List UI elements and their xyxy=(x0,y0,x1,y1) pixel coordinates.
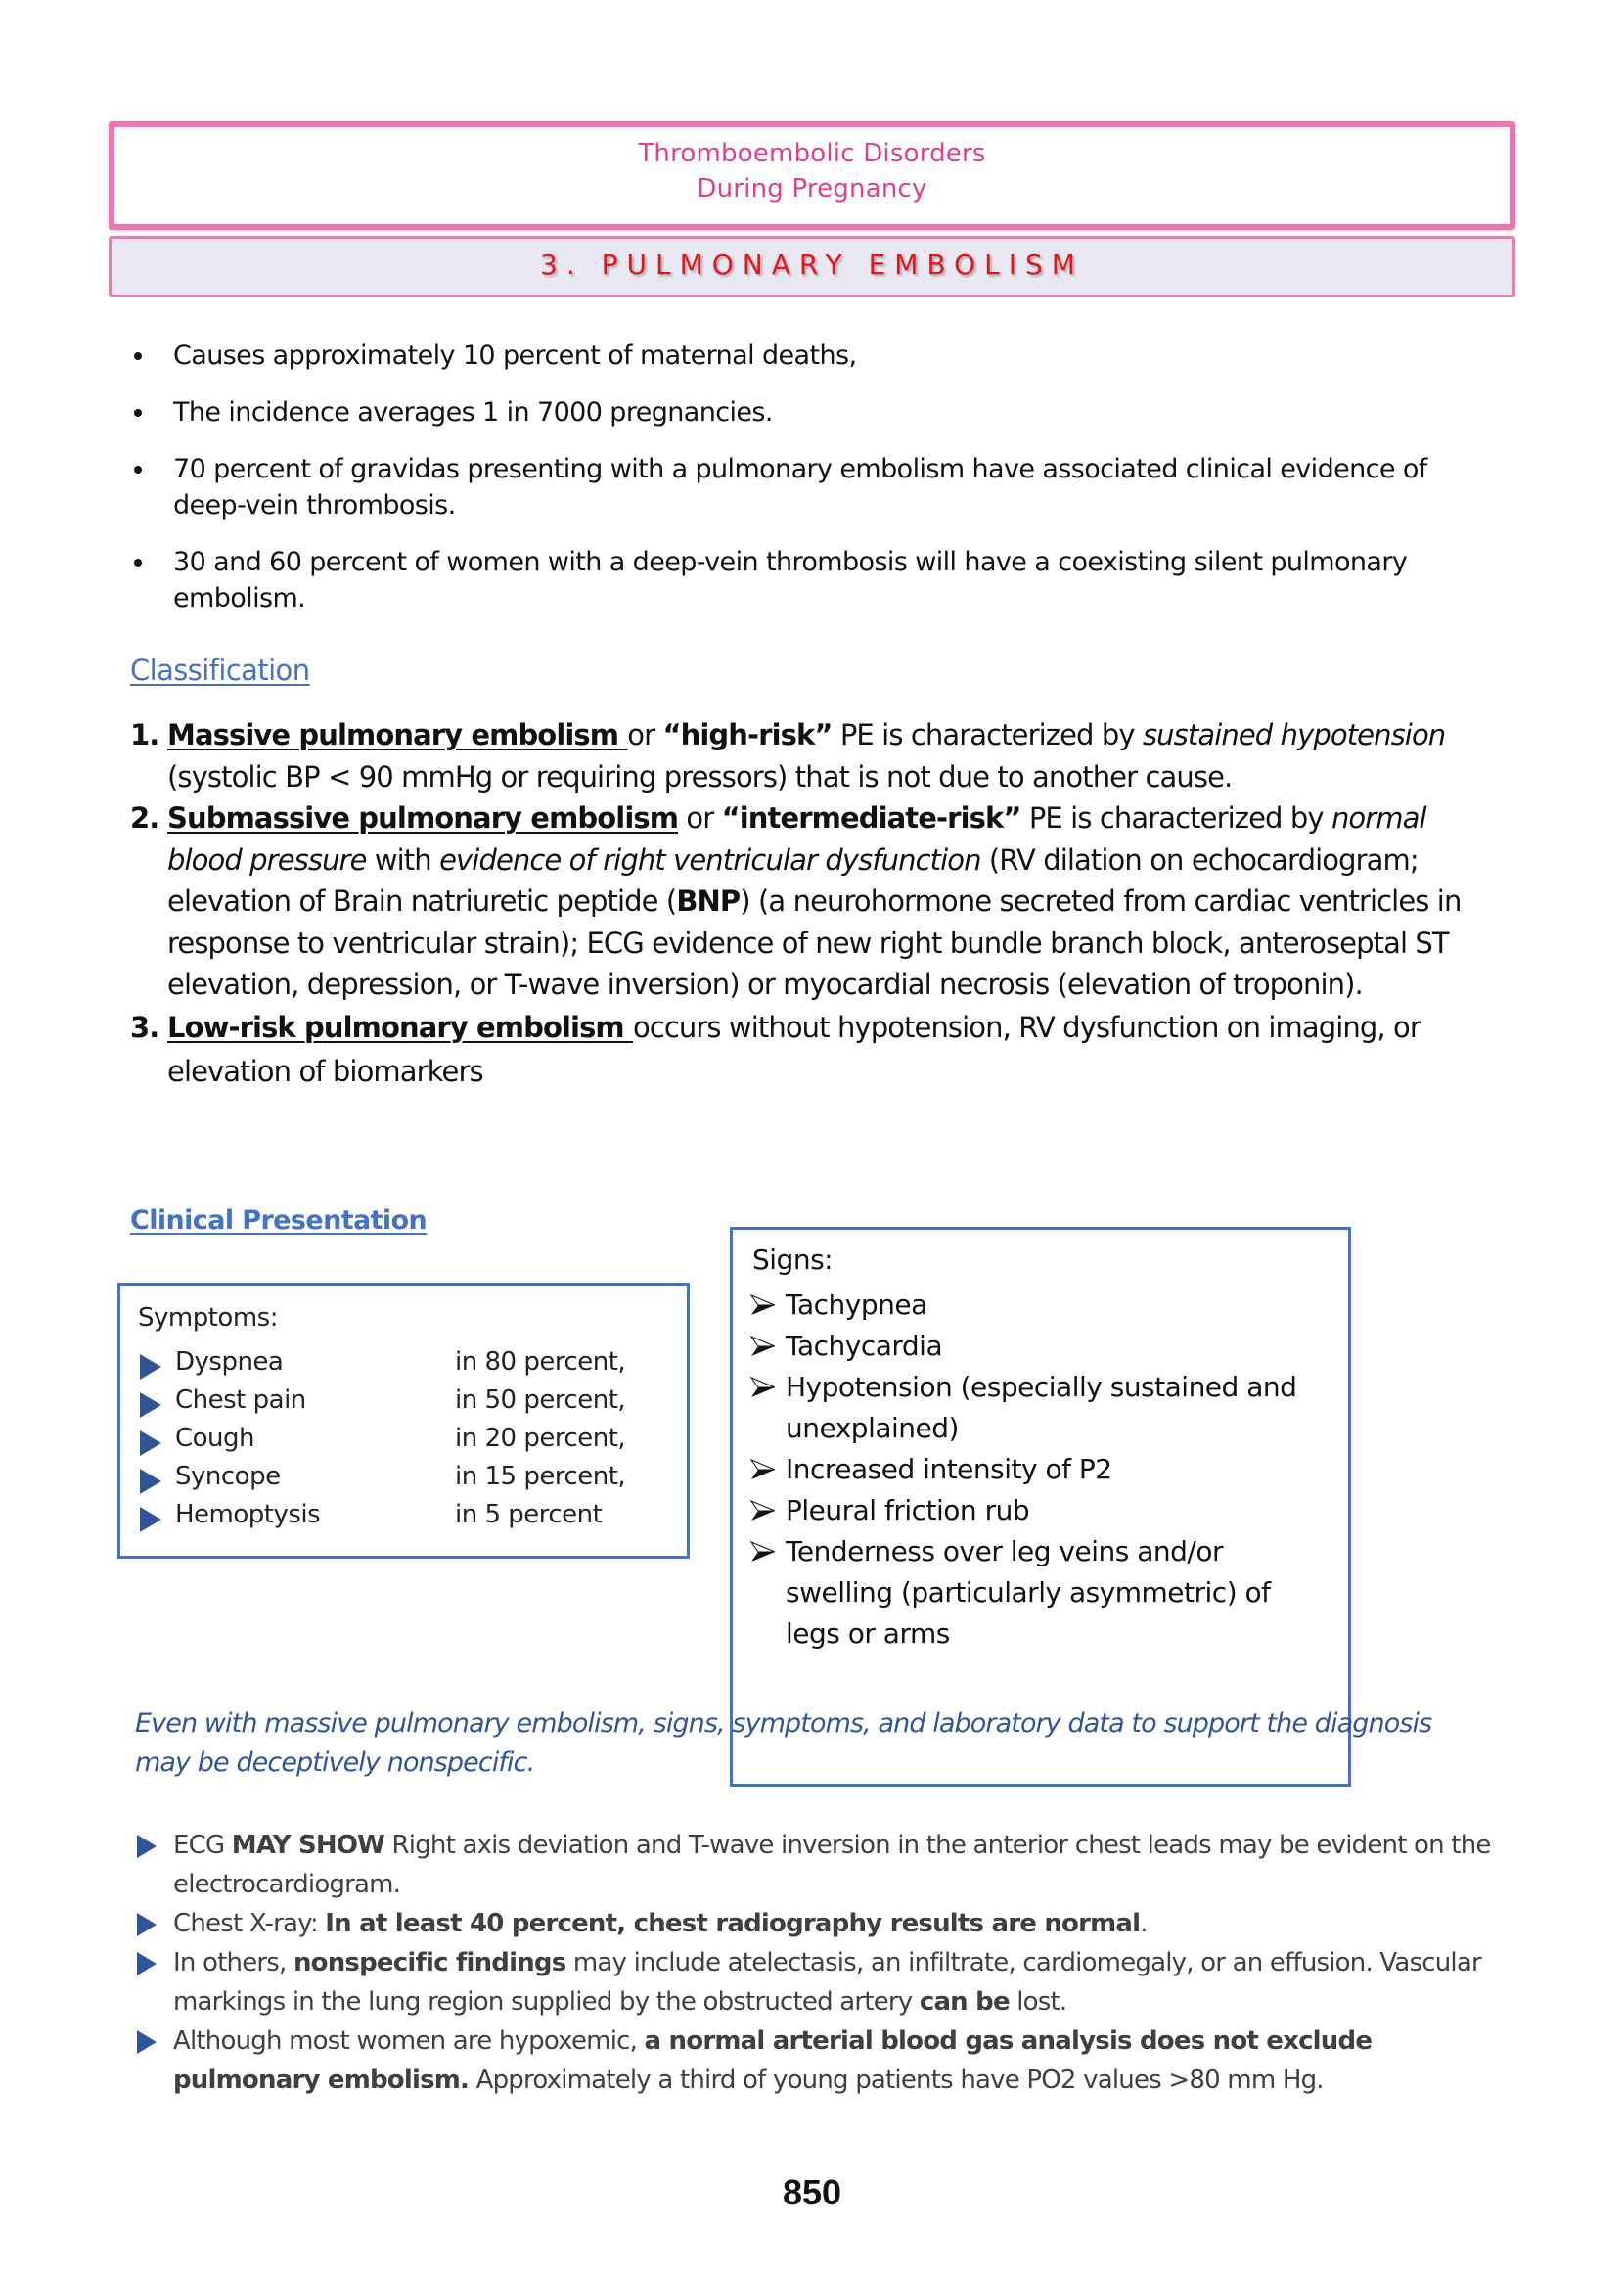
sign-text: Hypotension (especially sustained and unexplained) xyxy=(786,1371,1297,1444)
sign-text: Tenderness over leg veins and/or swelling (particularly asymmetric) of legs or arms xyxy=(786,1535,1271,1650)
symptom-name: Dyspnea xyxy=(175,1347,284,1377)
bold-text: a normal arterial blood gas analysis does not exclude pulmonary embolism. xyxy=(173,2026,1373,2095)
symptom-name: Chest pain xyxy=(175,1385,306,1415)
text: may include atelectasis, an infiltrate, cardiomegaly, or an effusion. Vascular markings in the lung region supplied by the obstructed artery xyxy=(173,1948,1481,2017)
signs-label: Signs: xyxy=(752,1244,834,1276)
symptoms-label: Symptoms: xyxy=(138,1303,278,1333)
bullet-item xyxy=(127,544,1497,616)
triangle-bullet-icon xyxy=(140,1430,161,1456)
item-number: 2. xyxy=(130,801,159,835)
bullet-dot-icon xyxy=(134,466,142,474)
sign-item xyxy=(748,1490,1326,1531)
bold-text: BNP xyxy=(676,885,741,918)
document-title-box xyxy=(109,121,1515,230)
sign-item xyxy=(748,1326,1326,1367)
classification-item-massive xyxy=(130,714,1500,797)
sign-item xyxy=(748,1285,1326,1326)
triangle-bullet-icon xyxy=(137,1952,157,1975)
arrowhead-bullet-icon xyxy=(750,1377,776,1398)
symptom-row xyxy=(140,1462,688,1501)
symptom-frequency: in 15 percent, xyxy=(455,1462,626,1491)
text: or xyxy=(678,801,722,835)
arrowhead-bullet-icon xyxy=(750,1459,776,1480)
sign-text: Pleural friction rub xyxy=(786,1494,1030,1526)
symptom-name: Hemoptysis xyxy=(175,1500,321,1529)
item-number: 3. xyxy=(130,1010,159,1044)
triangle-bullet-icon xyxy=(137,2030,157,2054)
symptom-row xyxy=(140,1347,688,1386)
bold-text: nonspecific findings xyxy=(293,1948,566,1977)
sign-text: Tachycardia xyxy=(786,1330,943,1362)
italic-text: evidence of right ventricular dysfunction xyxy=(439,842,981,877)
classification-item-submassive xyxy=(130,797,1500,1006)
text: or xyxy=(627,718,663,751)
symptom-name: Syncope xyxy=(175,1462,281,1491)
risk-alias: “intermediate-risk” xyxy=(721,801,1021,835)
signs-box xyxy=(730,1227,1351,1787)
symptom-frequency: in 50 percent, xyxy=(455,1385,626,1415)
symptom-row xyxy=(140,1424,688,1463)
sign-item xyxy=(748,1367,1326,1449)
bullet-dot-icon xyxy=(134,409,142,417)
symptom-row xyxy=(140,1385,688,1425)
item-number: 1. xyxy=(130,718,159,751)
finding-blood-gas xyxy=(137,2021,1507,2100)
finding-chest-xray xyxy=(137,1904,1507,1943)
page-number: 850 xyxy=(782,2172,842,2212)
bullet-text: deep-vein thrombosis. xyxy=(173,490,456,521)
symptom-frequency: in 5 percent xyxy=(455,1500,603,1529)
clinical-presentation-heading: Clinical Presentation xyxy=(130,1205,428,1236)
arrowhead-bullet-icon xyxy=(750,1500,776,1521)
sign-text: Tachypnea xyxy=(786,1289,927,1321)
section-title-box xyxy=(109,236,1515,297)
triangle-bullet-icon xyxy=(137,1913,157,1936)
italic-text: normal blood pressure xyxy=(167,801,1426,877)
diagnostic-note: Even with massive pulmonary embolism, signs, symptoms, and laboratory data to support the diagnosis may be deceptively nonspecific. xyxy=(135,1708,1432,1778)
classification-term: Submassive pulmonary embolism xyxy=(167,801,679,835)
text: Approximately a third of young patients have PO2 values >80 mm Hg. xyxy=(469,2066,1324,2095)
classification-term: Low-risk pulmonary embolism xyxy=(167,1010,633,1044)
bold-text: In at least 40 percent, chest radiography results are normal xyxy=(325,1909,1141,1938)
findings-list xyxy=(137,1826,1507,2100)
classification-list xyxy=(130,714,1500,1094)
text: PE is characterized by xyxy=(832,718,1143,751)
document-title-line-1: Thromboembolic Disorders xyxy=(638,139,986,168)
classification-term: Massive pulmonary embolism xyxy=(167,718,628,751)
intro-bullet-list xyxy=(127,338,1497,637)
symptom-row xyxy=(140,1500,688,1539)
classification-heading: Classification xyxy=(130,654,310,687)
text: occurs without hypotension, RV dysfunction on imaging, or elevation of biomarkers xyxy=(167,1010,1421,1088)
triangle-bullet-icon xyxy=(140,1469,161,1494)
bullet-text: The incidence averages 1 in 7000 pregnancies. xyxy=(173,397,773,428)
text: . xyxy=(1140,1909,1148,1938)
bold-text: MAY SHOW xyxy=(231,1831,385,1860)
finding-nonspecific xyxy=(137,1943,1507,2021)
symptom-name: Cough xyxy=(175,1424,255,1453)
triangle-bullet-icon xyxy=(140,1507,161,1532)
text: Although most women are hypoxemic, xyxy=(173,2026,645,2056)
text: PE is characterized by xyxy=(1020,801,1331,835)
text: ECG xyxy=(173,1831,232,1860)
triangle-bullet-icon xyxy=(137,1835,157,1858)
italic-text: sustained hypotension xyxy=(1142,718,1446,751)
section-title: 3. PULMONARY EMBOLISM xyxy=(540,249,1084,281)
bullet-text: 70 percent of gravidas presenting with a pulmonary embolism have associated clinical evidence of xyxy=(173,454,1427,484)
risk-alias: “high-risk” xyxy=(662,718,833,751)
text: ) (a neurohormone secreted from cardiac ventricles in response to ventricular strain); ECG evidence of new right bundle branch block, anteroseptal ST elevation, depression, or T-wave inversion) or myocardial necrosis (elevation of troponin). xyxy=(167,885,1462,1001)
text: Right axis deviation and T-wave inversion in the anterior chest leads may be evident on the electrocardiogram. xyxy=(173,1831,1491,1899)
bullet-item xyxy=(127,394,1497,431)
sign-item xyxy=(748,1531,1326,1655)
symptom-frequency: in 80 percent, xyxy=(455,1347,626,1377)
text: In others, xyxy=(173,1948,293,1977)
bullet-dot-icon xyxy=(134,352,142,360)
bullet-text: Causes approximately 10 percent of maternal deaths, xyxy=(173,340,857,371)
bold-text: can be xyxy=(919,1987,1010,2017)
bullet-item xyxy=(127,338,1497,374)
bullet-text: embolism. xyxy=(173,583,306,613)
signs-list xyxy=(748,1285,1326,1655)
document-title-line-2: During Pregnancy xyxy=(697,174,927,204)
arrowhead-bullet-icon xyxy=(750,1336,776,1357)
text: Chest X-ray: xyxy=(173,1909,326,1938)
sign-item xyxy=(748,1449,1326,1490)
triangle-bullet-icon xyxy=(140,1392,161,1418)
bullet-dot-icon xyxy=(134,559,142,567)
text: lost. xyxy=(1009,1987,1067,2017)
classification-item-low-risk xyxy=(130,1006,1500,1094)
arrowhead-bullet-icon xyxy=(750,1294,776,1316)
symptom-frequency: in 20 percent, xyxy=(455,1424,626,1453)
bullet-item xyxy=(127,451,1497,523)
symptoms-box xyxy=(117,1283,690,1559)
sign-text: Increased intensity of P2 xyxy=(786,1453,1112,1485)
text: (systolic BP < 90 mmHg or requiring pressors) that is not due to another cause. xyxy=(167,759,1233,794)
finding-ecg xyxy=(137,1826,1507,1904)
triangle-bullet-icon xyxy=(140,1354,161,1380)
text: with xyxy=(366,842,440,877)
text: (RV dilation on echocardiogram; elevation of Brain natriuretic peptide ( xyxy=(167,842,1419,918)
bullet-text: 30 and 60 percent of women with a deep-vein thrombosis will have a coexisting silent pulmonary xyxy=(173,547,1408,577)
arrowhead-bullet-icon xyxy=(750,1541,776,1563)
